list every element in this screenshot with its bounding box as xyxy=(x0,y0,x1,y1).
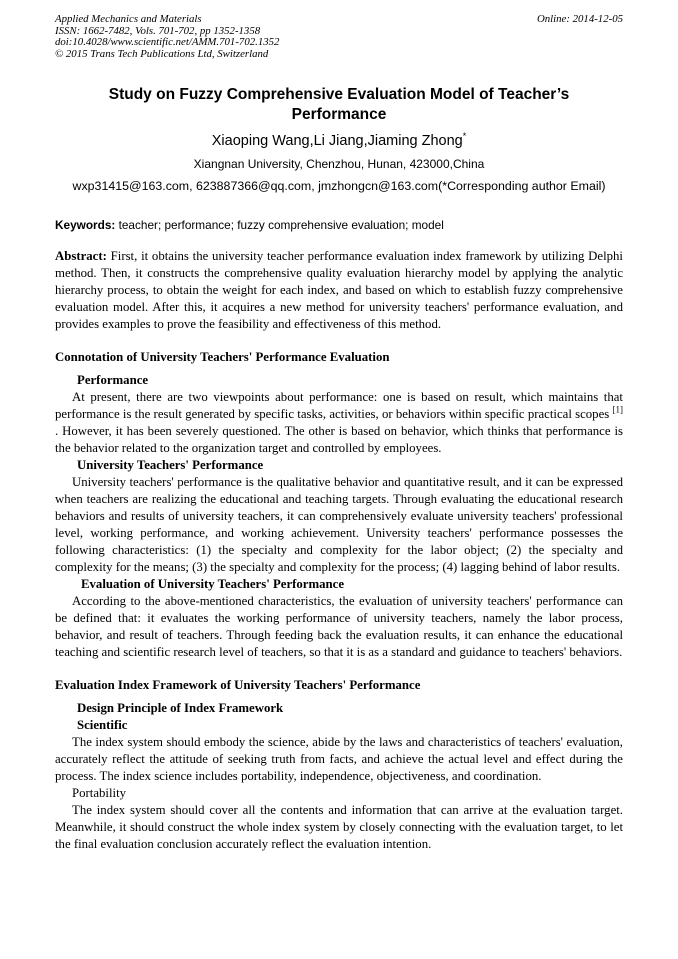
affiliation: Xiangnan University, Chenzhou, Hunan, 423000,China xyxy=(193,157,485,172)
journal-name: Applied Mechanics and Materials xyxy=(55,13,202,25)
subheading-performance: Performance xyxy=(77,373,149,388)
doi-line: doi:10.4028/www.scientific.net/AMM.701-702.1352 xyxy=(55,36,280,49)
paragraph-scientific: The index system should embody the science, abide by the laws and characteristics of teachers' evaluation, accurately reflect the attitude of seeking truth from facts, and achieve the actual level and effect during the process. The index science includes portability, independence, objectiveness, and coordination. xyxy=(55,735,623,784)
keywords-label: Keywords: xyxy=(55,218,116,233)
abstract-text: First, it obtains the university teacher performance evaluation index framework by utilizing Delphi method. Then, it constructs the comprehensive quality evaluation hierarchy model by applying the analytic hierarchy process, to obtain the weight for each index, and based on which to establish fuzzy comprehensive evaluation model. After this, it acquires a new method for university teachers' performance evaluation, and provides examples to prove the feasibility and effectiveness of this method. xyxy=(55,249,623,332)
paragraph-university-teachers-performance: University teachers' performance is the qualitative behavior and quantitative result, and it can be expressed when teachers are realizing the educational and teaching targets. Through evaluating the educational research behaviors and results of university teachers, it can comprehensively evaluate university teachers' professional level, working performance, and working achievement. University teachers' performance possesses the following characteristics: (1) the specialty and complexity for the labor object; (2) the specialty and complexity for the means; (3) the specialty and complexity for the process; (4) lagging behind of labor results. xyxy=(55,475,623,575)
subheading-university-teachers-performance: University Teachers' Performance xyxy=(77,458,264,473)
section-heading-connotation: Connotation of University Teachers' Performance Evaluation xyxy=(55,350,390,365)
paragraph-performance-post: . However, it has been severely questioned. The other is based on behavior, which thinks that performance is the behavior related to the organization target and controlled by employees. xyxy=(55,424,623,456)
section-framework xyxy=(55,677,623,853)
paragraph-evaluation: According to the above-mentioned characteristics, the evaluation of university teachers' performance can be defined that: it evaluates the working performance of university teachers, namely the labor process, behavior, and result of teachers. Through feeding back the evaluation results, it can enhance the educational teaching and scientific research level of teachers, so that it is as a standard and guidance to teachers' behaviors. xyxy=(55,594,623,660)
authors-line xyxy=(55,133,623,150)
citation-ref-1: [1] xyxy=(612,405,623,416)
abstract-paragraph xyxy=(55,248,623,333)
line-portability: Portability xyxy=(72,786,127,801)
author-emails: wxp31415@163.com, 623887366@qq.com, jmzhongcn@163.com(*Corresponding author Email) xyxy=(72,179,606,194)
subheading-design-principle: Design Principle of Index Framework xyxy=(77,701,284,716)
subheading-scientific: Scientific xyxy=(77,718,128,733)
subheading-evaluation: Evaluation of University Teachers' Performance xyxy=(81,577,345,592)
author-names: Xiaoping Wang,Li Jiang,Jiaming Zhong xyxy=(211,133,463,150)
paragraph-performance xyxy=(55,389,623,457)
keywords-text: teacher; performance; fuzzy comprehensive evaluation; model xyxy=(115,218,444,233)
abstract-label: Abstract: xyxy=(55,249,107,264)
section-connotation xyxy=(55,349,623,661)
copyright-line: © 2015 Trans Tech Publications Ltd, Switzerland xyxy=(55,47,269,60)
paragraph-portability: The index system should cover all the contents and information that can arrive at the evaluation target. Meanwhile, it should construct the whole index system by closely connecting with the evaluation target, to let the final evaluation conclusion accurately reflect the evaluation intention. xyxy=(55,803,623,852)
keywords-line xyxy=(55,218,623,233)
journal-header-left xyxy=(55,14,279,60)
section-heading-framework: Evaluation Index Framework of University Teachers' Performance xyxy=(55,678,421,693)
journal-header xyxy=(55,14,623,60)
corresponding-author-mark: * xyxy=(462,131,467,142)
issn-line: ISSN: 1662-7482, Vols. 701-702, pp 1352-1358 xyxy=(55,24,261,37)
paper-title: Study on Fuzzy Comprehensive Evaluation Model of Teacher’s Performance xyxy=(108,86,570,123)
online-date: Online: 2014-12-05 xyxy=(536,13,623,25)
paragraph-performance-pre: At present, there are two viewpoints about performance: one is based on result, which maintains that performance is the result generated by specific tasks, activities, or behaviors within specific practical scopes xyxy=(55,390,623,422)
